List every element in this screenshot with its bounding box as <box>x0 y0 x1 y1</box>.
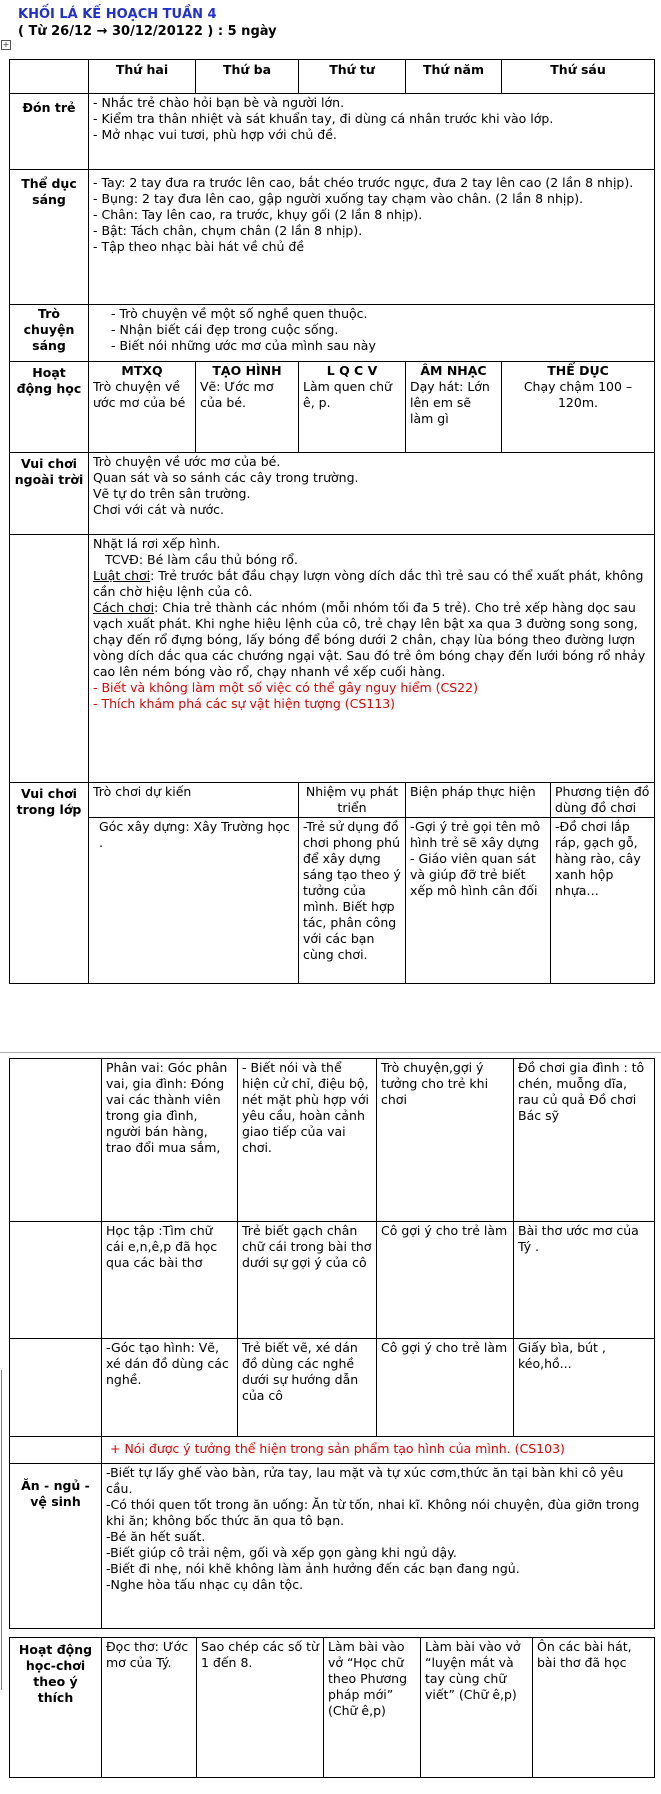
game-howto <box>93 600 650 680</box>
goc-phan-vai-row <box>10 1059 655 1222</box>
col-header-method: Biện pháp thực hiện <box>406 783 551 817</box>
game-line: TCVĐ: Bé làm cầu thủ bóng rổ. <box>105 552 298 567</box>
subject-activity: Vẽ: Ước mơ của bé. <box>200 379 274 410</box>
subject-heading: TẠO HÌNH <box>212 363 282 378</box>
vui-choi-ngoai-content <box>89 453 655 535</box>
afternoon-table <box>9 1637 655 1778</box>
empty-label-cell <box>10 1339 102 1437</box>
tro-choi-label-empty <box>10 535 89 783</box>
day-header-fri: Thứ sáu <box>502 60 655 94</box>
tro-chuyen-label: Trò chuyện sáng <box>10 305 89 362</box>
howto-text: : Chia trẻ thành các nhóm (mỗi nhóm tối đa 5 trẻ). Cho trẻ xếp hàng dọc sau vạch xuất phát. Khi nghe hiệu lệnh của cô, trẻ chạy lên bật xa qua 3 đường song song, chạy đến rổ đựng bóng, lấy bóng để bóng dưới 2 chân, chạy lùa bóng theo đường lượn vòng dích dắc qua các chướng ngại vật. Sau đó trẻ ôm bóng chạy đến lưới bóng rổ nhảy cao lên ném bóng vào rổ, chạy nhanh về xếp cuối hàng. <box>93 600 646 679</box>
hoat-dong-wed <box>299 362 406 453</box>
game-method-group <box>406 818 655 984</box>
routine-line: -Có thói quen tốt trong ăn uống: Ăn từ tốn, nhai kĩ. Không nói chuyện, đùa giỡn trong khi ăn; không bốc thức ăn qua tô bạn. <box>106 1497 640 1528</box>
don-tre-row <box>10 94 655 170</box>
routine-line: -Nghe hòa tấu nhạc cụ dân tộc. <box>106 1577 304 1592</box>
section-break <box>0 1052 661 1053</box>
header-empty-cell <box>10 60 89 94</box>
rule-text: : Trẻ trước bắt đầu chạy lượn vòng dích dắc thì trẻ sau có thể xuất phát, không cần chờ hiệu lệnh của cô. <box>93 568 644 599</box>
tro-chuyen-line: - Nhận biết cái đẹp trong cuộc sống. <box>111 322 339 337</box>
the-duc-row <box>10 170 655 305</box>
don-tre-content <box>89 94 655 170</box>
routine-line: -Bé ăn hết suất. <box>106 1529 206 1544</box>
day-header-mon: Thứ hai <box>89 60 196 94</box>
the-duc-line: - Chân: Tay lên cao, ra trước, khụy gối (2 lần 8 nhịp). <box>93 207 423 222</box>
plan-title: KHỐI LÁ KẾ HOẠCH TUẦN 4 <box>18 7 217 22</box>
tro-chuyen-line: - Biết nói những ước mơ của mình sau này <box>111 338 376 353</box>
game-materials: -Đồ chơi lắp ráp, gạch gỗ, hàng rào, cây xanh hộp nhựa… <box>555 819 641 898</box>
the-duc-label: Thể dục sáng <box>10 170 89 305</box>
tro-chuyen-line: - Trò chuyện về một số nghề quen thuộc. <box>111 306 368 321</box>
criteria-note: - Biết và không làm một số việc có thể gây nguy hiểm (CS22) <box>93 680 478 695</box>
col-header-task: Nhiệm vụ phát triển <box>299 783 406 818</box>
margin-marker <box>1 1370 2 1690</box>
empty-label-cell <box>10 1059 102 1222</box>
tro-chuyen-row <box>10 305 655 362</box>
table-move-handle-icon[interactable]: + <box>2 40 10 49</box>
vui-choi-ngoai-row <box>10 453 655 535</box>
criteria-note: - Thích khám phá các sự vật hiện tượng (CS113) <box>93 696 396 711</box>
col-header-game: Trò chơi dự kiến <box>89 783 299 818</box>
goc-choi-table <box>9 1058 655 1629</box>
afternoon-tue: Sao chép các số từ 1 đến 8. <box>197 1638 324 1778</box>
corner-materials: Bài thơ ước mơ của Tý . <box>514 1222 655 1339</box>
tro-chuyen-content <box>89 305 655 362</box>
routine-line: -Biết tự lấy ghế vào bàn, rửa tay, lau mặt và tự xúc cơm,thức ăn tại bàn khi cô yêu cầu. <box>106 1465 624 1496</box>
hoat-dong-hoc-label: Hoạt động học <box>10 362 89 453</box>
hoat-dong-mon <box>89 362 196 453</box>
don-tre-line: - Nhắc trẻ chào hỏi bạn bè và người lớn. <box>93 95 345 110</box>
an-ngu-content <box>102 1464 655 1629</box>
day-header-tue: Thứ ba <box>196 60 299 94</box>
afternoon-row <box>10 1638 655 1778</box>
outdoor-line: Chơi với cát và nước. <box>93 502 225 517</box>
corner-materials: Đồ chơi gia đình : tô chén, muỗng dĩa, rau củ quả Đồ chơi Bác sỹ <box>514 1059 655 1222</box>
col-header-group <box>406 783 655 818</box>
routine-line: -Biết giúp cô trải nệm, gối và xếp gọn gàng khi ngủ dậy. <box>106 1545 457 1560</box>
col-header-materials: Phương tiện đồ dùng đồ chơi <box>555 784 650 815</box>
routine-line: -Biết đi nhẹ, nói khẽ không làm ảnh hưởng đến các bạn đang ngủ. <box>106 1561 520 1576</box>
tro-choi-van-dong-row <box>10 535 655 783</box>
vui-choi-lop-row <box>10 818 655 984</box>
vui-choi-lop-header-row <box>10 783 655 818</box>
corner-task: Trẻ biết vẽ, xé dán đồ dùng các nghề dưới sự hướng dẫn của cô <box>238 1339 377 1437</box>
afternoon-label: Hoạt động học-chơi theo ý thích <box>10 1638 102 1778</box>
tro-choi-content <box>89 535 655 783</box>
subject-activity: Chạy chậm 100 – 120m. <box>523 379 633 410</box>
vui-choi-lop-label: Vui chơi trong lớp <box>10 783 89 984</box>
empty-label-cell <box>10 1437 102 1464</box>
rule-label: Luật chơi <box>93 568 151 583</box>
outdoor-line: Trò chuyện về ước mơ của bé. <box>93 454 281 469</box>
corner-method: Trò chuyện,gợi ý tưởng cho trẻ khi chơi <box>377 1059 514 1222</box>
subject-activity: Làm quen chữ ê, p. <box>303 379 392 410</box>
weekly-plan-table <box>9 59 655 984</box>
afternoon-fri: Ôn các bài hát, bài thơ đã học <box>533 1638 655 1778</box>
corner-method: Cô gợi ý cho trẻ làm <box>377 1222 514 1339</box>
hoat-dong-fri <box>502 362 655 453</box>
subject-activity: Trò chuyện về ước mơ của bé <box>93 379 186 410</box>
the-duc-content <box>89 170 655 305</box>
vui-choi-ngoai-label: Vui chơi ngoài trời <box>10 453 89 535</box>
empty-label-cell <box>10 1222 102 1339</box>
outdoor-line: Quan sát và so sánh các cây trong trường. <box>93 470 359 485</box>
the-duc-line: - Bật: Tách chân, chụm chân (2 lần 8 nhịp). <box>93 223 363 238</box>
corner-game: Học tập :Tìm chữ cái e,n,ê,p đã học qua các bài thơ <box>102 1222 238 1339</box>
the-duc-line: - Tập theo nhạc bài hát về chủ đề <box>93 239 305 254</box>
subject-heading: L Q C V <box>326 363 378 378</box>
game-task: -Trẻ sử dụng đồ chơi phong phú để xây dựng sáng tạo theo ý tưởng của mình. Biết hợp tác, phân công với các bạn cùng chơi. <box>299 818 406 984</box>
hoat-dong-hoc-row <box>10 362 655 453</box>
creative-criteria-note: + Nói được ý tưởng thể hiện trong sản phẩm tạo hình của mình. (CS103) <box>102 1437 655 1464</box>
game-planned: Góc xây dựng: Xây Trường học . <box>89 818 299 984</box>
corner-task: - Biết nói và thể hiện cử chỉ, điệu bộ, nét mặt phù hợp với yêu cầu, hoàn cảnh giao tiếp của vai chơi. <box>238 1059 377 1222</box>
subject-heading: ÂM NHẠC <box>420 363 487 378</box>
hoat-dong-tue <box>196 362 299 453</box>
howto-label: Cách chơi <box>93 600 155 615</box>
goc-tao-hinh-row <box>10 1339 655 1437</box>
goc-hoc-tap-row <box>10 1222 655 1339</box>
hoat-dong-thu <box>406 362 502 453</box>
subject-heading: THỂ DỤC <box>547 363 609 378</box>
the-duc-line: - Bụng: 2 tay đưa lên cao, gập người xuống tay chạm vào chân. (2 lần 8 nhịp). <box>93 191 584 206</box>
corner-method: Cô gợi ý cho trẻ làm <box>377 1339 514 1437</box>
don-tre-line: - Kiểm tra thân nhiệt và sát khuẩn tay, đi dùng cá nhân trước khi vào lớp. <box>93 111 554 126</box>
game-method: -Gợi ý trẻ gọi tên mô hình trẻ sẽ xây dựng - Giáo viên quan sát và giúp đỡ trẻ biết xếp mô hình cân đối <box>406 818 551 983</box>
an-ngu-row <box>10 1464 655 1629</box>
an-ngu-label: Ăn - ngủ - vệ sinh <box>10 1464 102 1629</box>
outdoor-line: Vẽ tự do trên sân trường. <box>93 486 251 501</box>
don-tre-label: Đón trẻ <box>10 94 89 170</box>
afternoon-mon: Đọc thơ: Ước mơ của Tý. <box>102 1638 197 1778</box>
corner-materials: Giấy bìa, bút , kéo,hồ... <box>514 1339 655 1437</box>
game-line: Nhặt lá rơi xếp hình. <box>93 536 221 551</box>
don-tre-line: - Mở nhạc vui tươi, phù hợp với chủ đề. <box>93 127 337 142</box>
corner-task: Trẻ biết gạch chân chữ cái trong bài thơ dưới sự gợi ý của cô <box>238 1222 377 1339</box>
afternoon-thu: Làm bài vào vở “luyện mắt và tay cùng chữ viết” (Chữ ê,p) <box>421 1638 533 1778</box>
day-header-row <box>10 60 655 94</box>
the-duc-line: - Tay: 2 tay đưa ra trước lên cao, bắt chéo trước ngực, đưa 2 tay lên cao (2 lần 8 nhịp). <box>93 175 634 190</box>
day-header-thu: Thứ năm <box>406 60 502 94</box>
document-header <box>18 6 277 40</box>
afternoon-wed: Làm bài vào vở “Học chữ theo Phương pháp mới” (Chữ ê,p) <box>324 1638 421 1778</box>
subject-activity: Dạy hát: Lớn lên em sẽ làm gì <box>410 379 490 426</box>
plan-date-range: ( Từ 26/12 → 30/12/20122 ) : 5 ngày <box>18 24 277 39</box>
corner-game: Phân vai: Góc phân vai, gia đình: Đóng vai các thành viên trong gia đình, người bán hàng, trao đổi mua sắm, <box>102 1059 238 1222</box>
day-header-wed: Thứ tư <box>299 60 406 94</box>
creative-criteria-row <box>10 1437 655 1464</box>
subject-heading: MTXQ <box>121 363 163 378</box>
corner-game: -Góc tạo hình: Vẽ, xé dán đồ dùng các nghề. <box>102 1339 238 1437</box>
game-rule <box>93 568 650 600</box>
